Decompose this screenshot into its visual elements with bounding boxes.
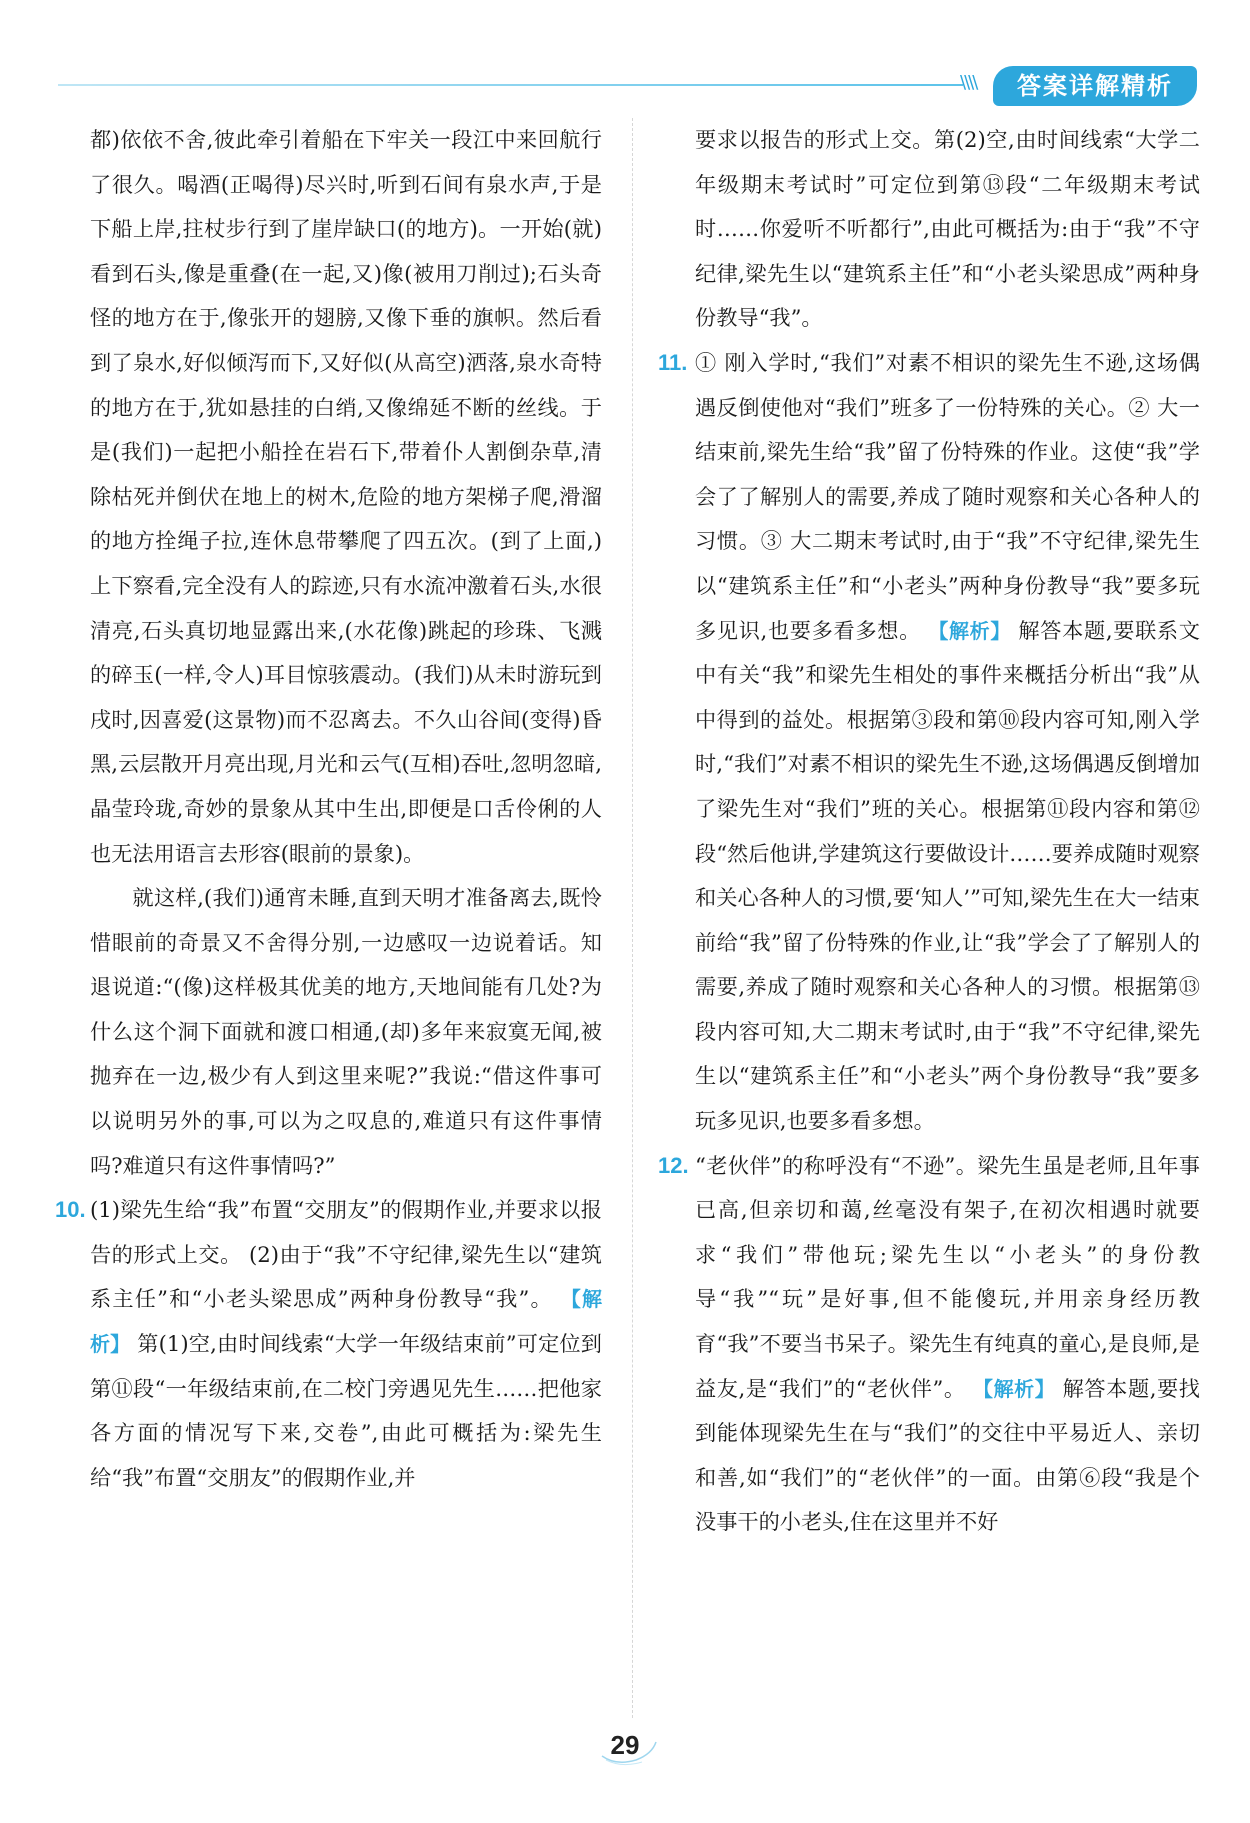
answer-item-10 — [55, 1188, 603, 1500]
answer-text: ① 刚入学时,“我们”对素不相识的梁先生不逊,这场偶遇反倒使他对“我们”班多了一份特殊的关心。② 大一结束前,梁先生给“我”留了份特殊的作业。这使“我”学会了了解别人的需要,养成了随时观察和关心各种人的习惯。③ 大二期末考试时,由于“我”不守纪律,梁先生以“建筑系主任”和“小老头”两种身份教导“我”要多玩多见识,也要多看多想。 — [695, 349, 1200, 643]
page-number: 29 — [610, 1730, 640, 1760]
analysis-tag: 【解析】 — [928, 618, 1012, 643]
analysis-text: 解答本题,要联系文中有关“我”和梁先生相处的事件来概括分析出“我”从中得到的益处。根据第③段和第⑩段内容可知,刚入学时,“我们”对素不相识的梁先生不逊,这场偶遇反倒增加了梁先生对“我们”班的关心。根据第⑪段内容和第⑫段“然后他讲,学建筑这行要做设计……要养成随时观察和关心各种人的习惯,要‘知人’”可知,梁先生在大一结束前给“我”留了份特殊的作业,让“我”学会了了解别人的需要,养成了随时观察和关心各种人的习惯。根据第⑬段内容可知,大二期末考试时,由于“我”不守纪律,梁先生以“建筑系主任”和“小老头”两个身份教导“我”要多玩多见识,也要多看多想。 — [695, 617, 1200, 1134]
answer-text: (1)梁先生给“我”布置“交朋友”的假期作业,并要求以报告的形式上交。 (2)由于“我”不守纪律,梁先生以“建筑系主任”和“小老头梁思成”两种身份教导“我”。 — [90, 1197, 602, 1312]
left-column — [55, 118, 603, 1500]
analysis-tag: 【解析】 — [90, 1287, 603, 1357]
answer-item-12 — [658, 1144, 1200, 1545]
section-badge: 答案详解精析 — [993, 66, 1197, 106]
analysis-tag: 【解析】 — [972, 1376, 1056, 1401]
answer-item-11 — [658, 341, 1200, 1144]
header-decoration: \\\\ — [960, 72, 977, 93]
column-divider — [632, 118, 633, 1718]
continued-text: 要求以报告的形式上交。第(2)空,由时间线索“大学二年级期末考试时”可定位到第⑬段“二年级期末考试时……你爱听不听都行”,由此可概括为:由于“我”不守纪律,梁先生以“建筑系主任”和“小老头梁思成”两种身份教导“我”。 — [695, 127, 1200, 331]
translation-paragraph-2: 就这样,(我们)通宵未睡,直到天明才准备离去,既怜惜眼前的奇景又不舍得分别,一边感叹一边说着话。知退说道:“(像)这样极其优美的地方,天地间能有几处?为什么这个洞下面就和渡口相通,(却)多年来寂寞无闻,被抛弃在一边,极少有人到这里来呢?”我说:“借这件事可以说明另外的事,可以为之叹息的,难道只有这件事情吗?难道只有这件事情吗?” — [90, 885, 602, 1178]
analysis-text: 第(1)空,由时间线索“大学一年级结束前”可定位到第⑪段“一年级结束前,在二校门旁遇见先生……把他家各方面的情况写下来,交卷”,由此可概括为:梁先生给“我”布置“交朋友”的假期作业,并 — [90, 1331, 602, 1490]
question-number: 11. — [658, 349, 688, 375]
question-number: 10. — [55, 1197, 86, 1223]
header-rule — [58, 84, 963, 86]
translation-paragraph-1: 都)依依不舍,彼此牵引着船在下牢关一段江中来回航行了很久。喝酒(正喝得)尽兴时,听到石间有泉水声,于是下船上岸,拄杖步行到了崖岸缺口(的地方)。一开始(就)看到石头,像是重叠(在一起,又)像(被用刀削过);石头奇怪的地方在于,像张开的翅膀,又像下垂的旗帜。然后看到了泉水,好似倾泻而下,又好似(从高空)洒落,泉水奇特的地方在于,犹如悬挂的白绡,又像绵延不断的丝线。于是(我们)一起把小船拴在岩石下,带着仆人割倒杂草,清除枯死并倒伏在地上的树木,危险的地方架梯子爬,滑溜的地方拴绳子拉,连休息带攀爬了四五次。(到了上面,)上下察看,完全没有人的踪迹,只有水流冲激着石头,水很清亮,石头真切地显露出来,(水花像)跳起的珍珠、飞溅的碎玉(一样,令人)耳目惊骇震动。(我们)从未时游玩到戌时,因喜爱(这景物)而不忍离去。不久山谷间(变得)昏黑,云层散开月亮出现,月光和云气(互相)吞吐,忽明忽暗,晶莹玲珑,奇妙的景象从其中生出,即便是口舌伶俐的人也无法用语言去形容(眼前的景象)。 — [90, 127, 602, 866]
analysis-text: 解答本题,要找到能体现梁先生在与“我们”的交往中平易近人、亲切和善,如“我们”的“老伙伴”的一面。由第⑥段“我是个没事干的小老头,住在这里并不好 — [695, 1375, 1200, 1535]
right-column — [658, 118, 1200, 1545]
question-number: 12. — [658, 1152, 689, 1178]
answer-text: “老伙伴”的称呼没有“不逊”。梁先生虽是老师,且年事已高,但亲切和蔼,丝毫没有架子,在初次相遇时就要求“我们”带他玩;梁先生以“小老头”的身份教导“我”“玩”是好事,但不能傻玩,并用亲身经历教育“我”不要当书呆子。梁先生有纯真的童心,是良师,是益友,是“我们”的“老伙伴”。 — [695, 1152, 1200, 1401]
